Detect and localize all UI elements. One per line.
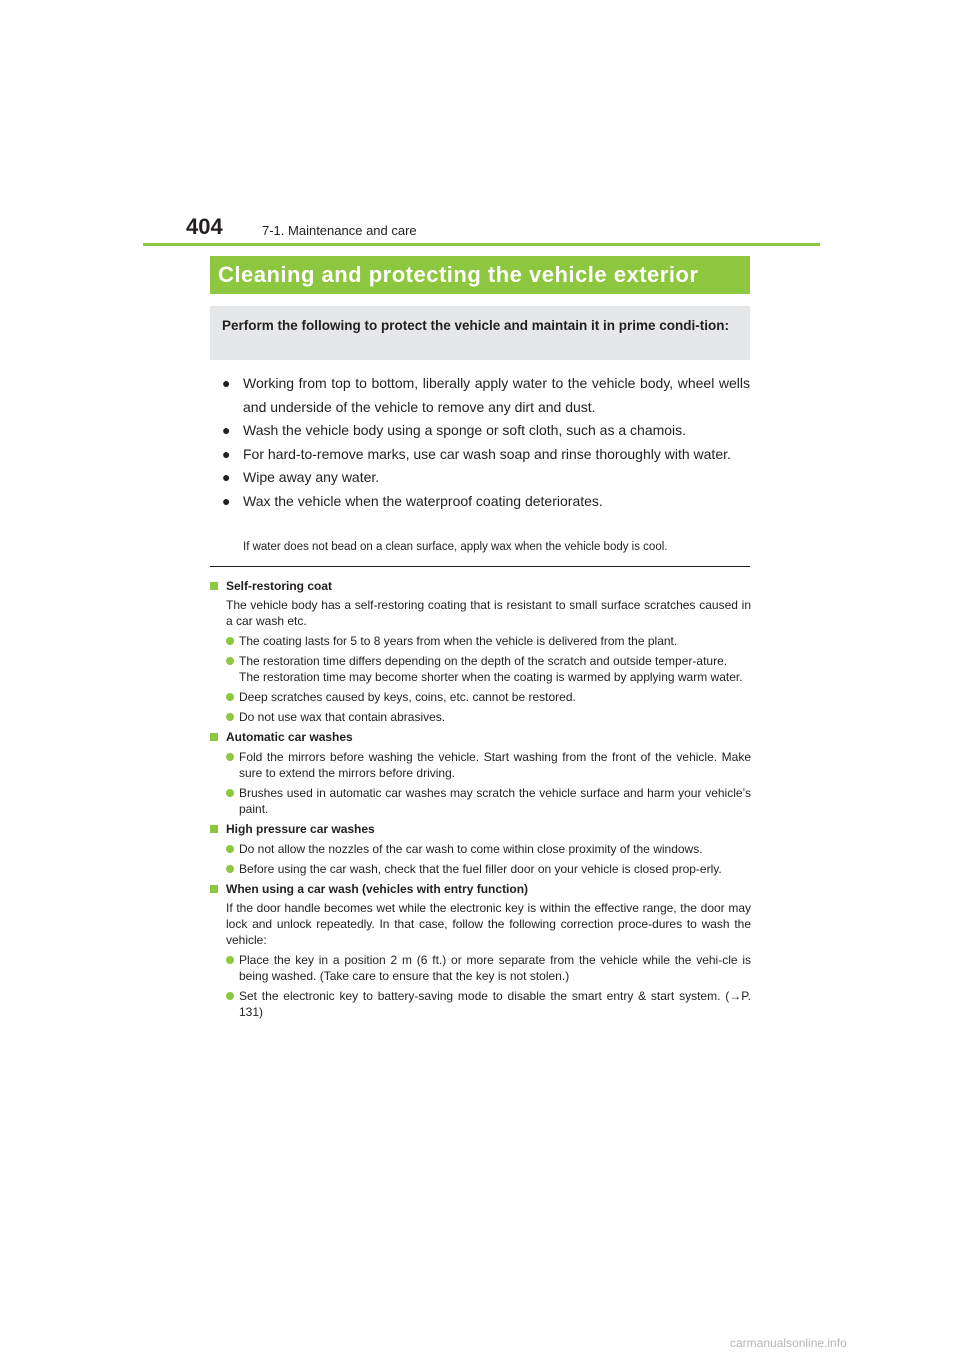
step-text: Wash the vehicle body using a sponge or soft cloth, such as a chamois. <box>243 422 687 438</box>
square-bullet-icon <box>210 825 218 833</box>
note-heading <box>210 578 751 594</box>
note-bullet <box>210 988 751 1020</box>
bullet-icon: ● <box>222 492 231 509</box>
note-bullet <box>210 709 751 725</box>
dot-bullet-icon <box>226 657 234 665</box>
note-bullet <box>210 689 751 705</box>
note-bullet-text: The restoration time differs depending on the depth of the scratch and outside temper-ature. <box>239 654 728 668</box>
bullet-icon: ● <box>222 469 231 485</box>
dot-bullet-icon <box>226 637 234 645</box>
section-title: 7-1. Maintenance and care <box>262 223 417 238</box>
step-item <box>222 419 750 443</box>
note-bullet-text: Before using the car wash, check that the fuel filler door on your vehicle is closed prop-erly. <box>239 862 722 876</box>
note-paragraph: The vehicle body has a self-restoring coating that is resistant to small surface scratches caused in a car wash etc. <box>226 598 751 628</box>
note-bullet-text: Brushes used in automatic car washes may scratch the vehicle surface and harm your vehicle’s paint. <box>239 786 751 816</box>
note-heading <box>210 881 751 897</box>
note-bullet-text: Deep scratches caused by keys, coins, etc. cannot be restored. <box>239 690 576 704</box>
step-text: Working from top to bottom, liberally apply water to the vehicle body, wheel wells and underside of the vehicle to remove any dirt and dust. <box>243 375 750 415</box>
step-text: Wax the vehicle when the waterproof coating deteriorates. <box>243 492 603 509</box>
note-bullet <box>210 952 751 984</box>
note-heading-text: When using a car wash (vehicles with entry function) <box>226 882 529 896</box>
note-bullet-text: Set the electronic key to battery-saving mode to disable the smart entry & start system. (→P. 131) <box>239 989 751 1019</box>
dot-bullet-icon <box>226 713 234 721</box>
dot-bullet-icon <box>226 789 234 797</box>
square-bullet-icon <box>210 885 218 893</box>
note-bullet <box>210 653 751 685</box>
dot-bullet-icon <box>226 956 234 964</box>
divider <box>210 566 750 567</box>
note-heading <box>210 821 751 837</box>
note-bullet <box>210 861 751 877</box>
dot-bullet-icon <box>226 992 234 1000</box>
page-number: 404 <box>186 214 223 239</box>
notes-section <box>210 575 751 1024</box>
note-bullet <box>210 749 751 781</box>
note-bullet <box>210 785 751 817</box>
step-text: Wipe away any water. <box>243 469 380 485</box>
note-bullet-text: Do not allow the nozzles of the car wash to come within close proximity of the windows. <box>239 842 703 856</box>
watermark: carmanualsonline.info <box>730 1336 847 1350</box>
dot-bullet-icon <box>226 753 234 761</box>
page-title: Cleaning and protecting the vehicle exterior <box>210 256 750 294</box>
note-bullet-extra: The restoration time may become shorter when the coating is warmed by applying warm water. <box>239 670 743 684</box>
step-item <box>222 490 750 514</box>
square-bullet-icon <box>210 733 218 741</box>
note-bullet-text: Do not use wax that contain abrasives. <box>239 710 446 724</box>
note-heading-text: Automatic car washes <box>226 730 353 744</box>
step-item <box>222 443 750 467</box>
bullet-icon: ● <box>222 422 231 438</box>
note-bullet-text: The coating lasts for 5 to 8 years from when the vehicle is delivered from the plant. <box>239 634 678 648</box>
step-item <box>222 466 750 490</box>
note-heading-text: Self-restoring coat <box>226 579 333 593</box>
steps-list <box>222 372 750 513</box>
note-paragraph: If the door handle becomes wet while the electronic key is within the effective range, the door may lock and unlock repeatedly. In that case, follow the following correction proce-dures to wash the vehicle: <box>226 901 751 947</box>
note-bullet-text: Place the key in a position 2 m (6 ft.) or more separate from the vehicle while the vehi-cle is being washed. (Take care to ensure that the key is not stolen.) <box>239 953 751 983</box>
bullet-icon: ● <box>222 445 231 462</box>
bullet-icon: ● <box>222 375 231 391</box>
step-text: For hard-to-remove marks, use car wash soap and rinse thoroughly with water. <box>243 445 731 462</box>
note-heading <box>210 729 751 745</box>
note-bullet <box>210 841 751 857</box>
dot-bullet-icon <box>226 865 234 873</box>
note-heading-text: High pressure car washes <box>226 822 375 836</box>
step-item <box>222 372 750 419</box>
square-bullet-icon <box>210 582 218 590</box>
intro-box: Perform the following to protect the vehicle and maintain it in prime condi-tion: <box>210 306 750 360</box>
dot-bullet-icon <box>226 845 234 853</box>
note-bullet <box>210 633 751 649</box>
header-rule <box>143 243 820 246</box>
dot-bullet-icon <box>226 693 234 701</box>
step-note: If water does not bead on a clean surface, apply wax when the vehicle body is cool. <box>243 541 668 553</box>
note-bullet-text: Fold the mirrors before washing the vehicle. Start washing from the front of the vehicle. Make sure to extend the mirrors before driving. <box>239 750 751 780</box>
